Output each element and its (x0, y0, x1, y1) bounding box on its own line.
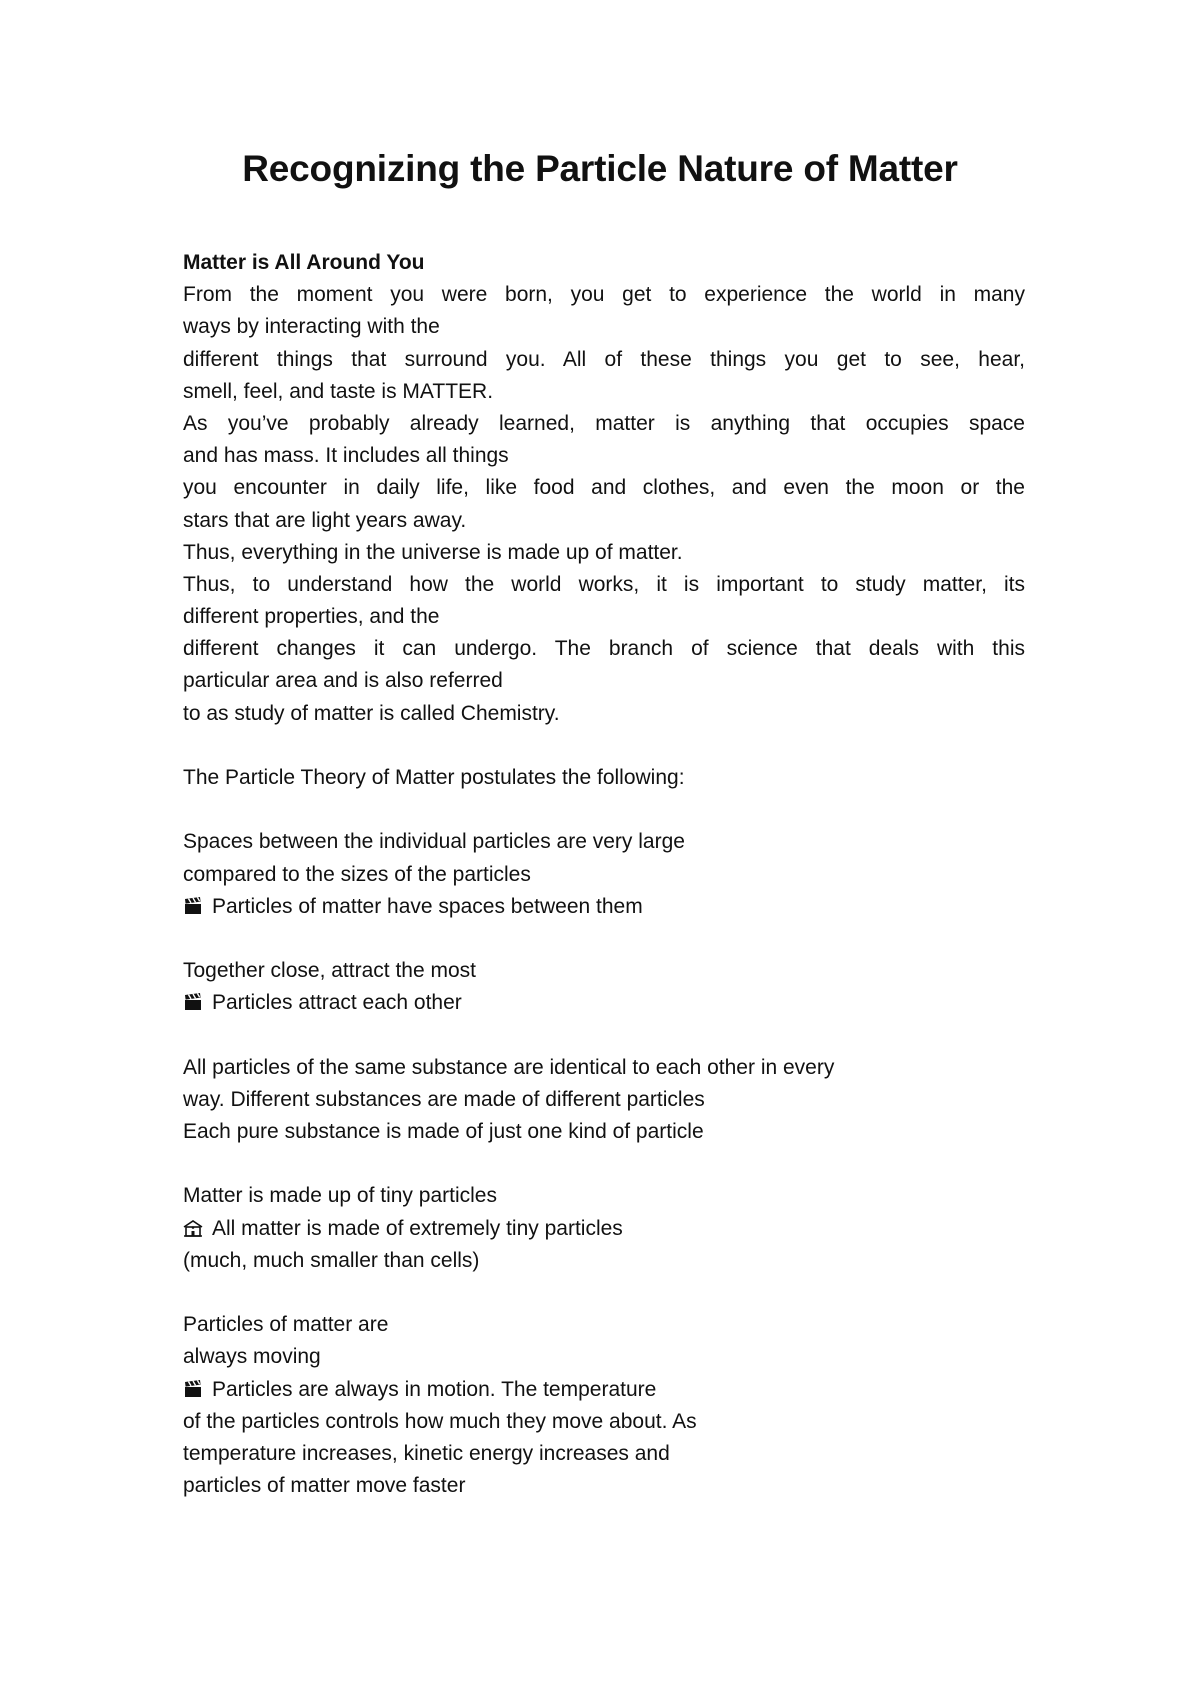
paragraph-line: different properties, and the (183, 605, 440, 629)
block-line: Together close, attract the most (183, 959, 476, 983)
page-title: Recognizing the Particle Nature of Matter (242, 148, 958, 189)
block-line: compared to the sizes of the particles (183, 862, 531, 886)
bullet-text: Particles of matter have spaces between them (212, 894, 643, 918)
theory-intro: The Particle Theory of Matter postulates the following: (183, 766, 685, 789)
block-line: All particles of the same substance are identical to each other in every (183, 1055, 835, 1079)
paragraph-line: particular area and is also referred (183, 669, 503, 693)
bullet-text: Particles are always in motion. The temperature (212, 1377, 657, 1401)
block-line: temperature increases, kinetic energy increases and (183, 1441, 670, 1465)
bullet-point (183, 1374, 1025, 1406)
bullet-point (183, 987, 1025, 1019)
clapperboard-icon (183, 992, 203, 1012)
paragraph-line: Thus, to understand how the world works, it is important to study matter, its (183, 572, 1025, 596)
blank-line (183, 923, 1025, 955)
block-line: Particles of matter are (183, 1313, 389, 1337)
block-line: of the particles controls how much they move about. As (183, 1409, 697, 1433)
paragraph-line: different changes it can undergo. The branch of science that deals with this (183, 637, 1025, 661)
paragraph-line: Thus, everything in the universe is made up of matter. (183, 540, 683, 564)
blank-line (183, 794, 1025, 826)
block-line: Matter is made up of tiny particles (183, 1184, 497, 1208)
paragraph-line: you encounter in daily life, like food and clothes, and even the moon or the (183, 476, 1025, 500)
block-line: Each pure substance is made of just one kind of particle (183, 1120, 704, 1144)
clapperboard-icon (183, 896, 203, 916)
paragraph-line: From the moment you were born, you get to experience the world in many (183, 283, 1025, 307)
document-body (183, 247, 1025, 1502)
block-line: particles of matter move faster (183, 1474, 466, 1498)
paragraph-line: different things that surround you. All of these things you get to see, hear, (183, 347, 1025, 371)
bullet-text: All matter is made of extremely tiny particles (212, 1216, 623, 1240)
bullet-point (183, 891, 1025, 923)
bullet-point (183, 1213, 1025, 1245)
school-building-icon (183, 1218, 203, 1238)
paragraph-line: ways by interacting with the (183, 315, 440, 339)
paragraph-line: stars that are light years away. (183, 508, 467, 532)
blank-line (183, 1148, 1025, 1180)
blank-line (183, 1277, 1025, 1309)
clapperboard-icon (183, 1379, 203, 1399)
block-line: (much, much smaller than cells) (183, 1248, 480, 1272)
blank-line (183, 1020, 1025, 1052)
block-line: Spaces between the individual particles are very large (183, 830, 685, 854)
blank-line (183, 730, 1025, 762)
block-line: always moving (183, 1345, 321, 1369)
paragraph-line: to as study of matter is called Chemistry. (183, 701, 560, 725)
block-line: way. Different substances are made of different particles (183, 1087, 705, 1111)
paragraph-line: As you’ve probably already learned, matter is anything that occupies space (183, 411, 1025, 435)
paragraph-line: smell, feel, and taste is MATTER. (183, 379, 494, 403)
section-heading: Matter is All Around You (183, 251, 425, 274)
paragraph-line: and has mass. It includes all things (183, 444, 509, 468)
bullet-text: Particles attract each other (212, 991, 462, 1015)
